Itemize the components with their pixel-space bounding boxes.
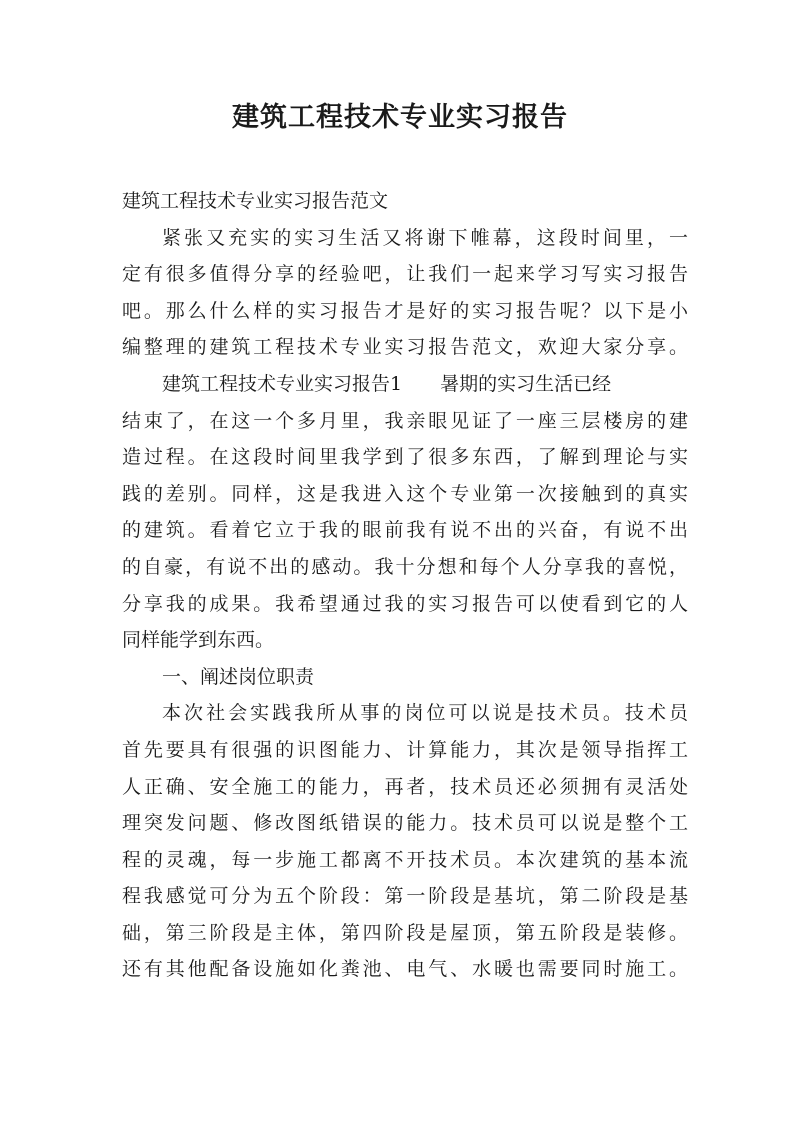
paragraph-line: 造过程。在这段时间里我学到了很多东西，了解到理论与实 (122, 446, 688, 469)
paragraph-line: 编整理的建筑工程技术专业实习报告范文，欢迎大家分享。 (122, 336, 688, 359)
paragraph-line: 首先要具有很强的识图能力、计算能力，其次是领导指挥工 (122, 738, 688, 761)
paragraph-line: 定有很多值得分享的经验吧，让我们一起来学习写实习报告 (122, 263, 688, 286)
paragraph-line: 的自豪，有说不出的感动。我十分想和每个人分享我的喜悦， (122, 555, 688, 578)
paragraph-line: 程的灵魂，每一步施工都离不开技术员。本次建筑的基本流 (122, 848, 688, 871)
paragraph-line: 践的差别。同样，这是我进入这个专业第一次接触到的真实 (122, 482, 688, 505)
paragraph-line: 程我感觉可分为五个阶段：第一阶段是基坑，第二阶段是基 (122, 885, 688, 908)
paragraph-line: 吧。那么什么样的实习报告才是好的实习报告呢？以下是小 (122, 299, 688, 322)
paragraph-line: 同样能学到东西。 (122, 629, 275, 652)
document-title: 建筑工程技术专业实习报告 (232, 102, 568, 133)
paragraph-line: 的建筑。看着它立于我的眼前我有说不出的兴奋，有说不出 (122, 519, 688, 542)
section-heading: 一、阐述岗位职责 (162, 665, 315, 688)
paragraph-line: 本次社会实践我所从事的岗位可以说是技术员。技术员 (162, 702, 688, 725)
paragraph-line: 建筑工程技术专业实习报告1 暑期的实习生活已经 (162, 372, 612, 395)
paragraph-line: 结束了，在这一个多月里，我亲眼见证了一座三层楼房的建 (122, 409, 688, 432)
paragraph-line: 紧张又充实的实习生活又将谢下帷幕，这段时间里，一 (162, 226, 688, 249)
subtitle-line: 建筑工程技术专业实习报告范文 (122, 190, 389, 212)
paragraph-line: 分享我的成果。我希望通过我的实习报告可以使看到它的人 (122, 592, 688, 615)
document-body (122, 183, 688, 988)
paragraph-line: 人正确、安全施工的能力，再者，技术员还必须拥有灵活处 (122, 775, 688, 798)
paragraph-line: 理突发问题、修改图纸错误的能力。技术员可以说是整个工 (122, 812, 688, 835)
paragraph-line: 还有其他配备设施如化粪池、电气、水暖也需要同时施工。 (122, 958, 688, 981)
paragraph-line: 础，第三阶段是主体，第四阶段是屋顶，第五阶段是装修。 (122, 921, 688, 944)
